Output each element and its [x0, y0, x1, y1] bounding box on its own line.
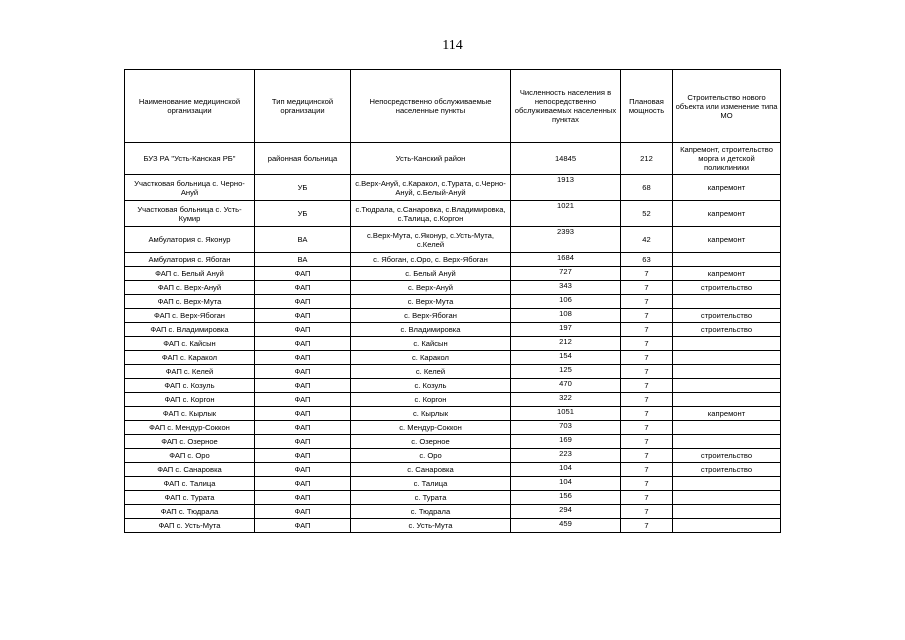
cell-construction [673, 519, 781, 533]
cell-organization-type: ФАП [255, 393, 351, 407]
cell-planned-capacity: 42 [621, 227, 673, 253]
cell-served-settlements: с. Озерное [351, 435, 511, 449]
cell-construction [673, 393, 781, 407]
cell-organization-type: ВА [255, 227, 351, 253]
cell-organization-type: ФАП [255, 281, 351, 295]
cell-population: 470 [511, 379, 621, 393]
cell-population: 169 [511, 435, 621, 449]
cell-planned-capacity: 7 [621, 505, 673, 519]
cell-population: 108 [511, 309, 621, 323]
table-row [125, 379, 781, 393]
cell-served-settlements: с. Верх-Ануй [351, 281, 511, 295]
cell-served-settlements: с. Санаровка [351, 463, 511, 477]
cell-construction [673, 365, 781, 379]
cell-population: 727 [511, 267, 621, 281]
cell-planned-capacity: 7 [621, 309, 673, 323]
cell-construction: капремонт [673, 407, 781, 421]
cell-planned-capacity: 7 [621, 281, 673, 295]
table-row [125, 323, 781, 337]
table-header-row [125, 70, 781, 143]
cell-population: 223 [511, 449, 621, 463]
cell-served-settlements: с. Владимировка [351, 323, 511, 337]
cell-served-settlements: с. Ябоган, с.Оро, с. Верх-Ябоган [351, 253, 511, 267]
cell-served-settlements: с. Каракол [351, 351, 511, 365]
cell-organization-type: ФАП [255, 435, 351, 449]
cell-construction: капремонт [673, 201, 781, 227]
cell-organization-type: ФАП [255, 295, 351, 309]
cell-served-settlements: с. Верх-Ябоган [351, 309, 511, 323]
cell-organization-name: БУЗ РА "Усть-Канская РБ" [125, 143, 255, 175]
cell-organization-type: ФАП [255, 323, 351, 337]
cell-planned-capacity: 7 [621, 463, 673, 477]
cell-served-settlements: с. Усть-Мута [351, 519, 511, 533]
table-row [125, 477, 781, 491]
cell-construction [673, 253, 781, 267]
cell-population: 1913 [511, 175, 621, 201]
cell-construction: капремонт [673, 227, 781, 253]
cell-construction: строительство [673, 281, 781, 295]
cell-organization-name: ФАП с. Козуль [125, 379, 255, 393]
cell-organization-name: ФАП с. Белый Ануй [125, 267, 255, 281]
cell-served-settlements: с. Кайсын [351, 337, 511, 351]
cell-planned-capacity: 7 [621, 267, 673, 281]
cell-planned-capacity: 7 [621, 351, 673, 365]
cell-organization-name: ФАП с. Турата [125, 491, 255, 505]
cell-organization-type: ФАП [255, 407, 351, 421]
cell-organization-name: ФАП с. Кырлык [125, 407, 255, 421]
cell-organization-type: ФАП [255, 463, 351, 477]
cell-organization-name: Участковая больница с. Черно-Ануй [125, 175, 255, 201]
cell-planned-capacity: 63 [621, 253, 673, 267]
cell-served-settlements: с. Мендур-Соккон [351, 421, 511, 435]
cell-organization-name: ФАП с. Келей [125, 365, 255, 379]
table-row [125, 309, 781, 323]
cell-planned-capacity: 7 [621, 323, 673, 337]
table-row [125, 491, 781, 505]
cell-construction: строительство [673, 463, 781, 477]
cell-organization-type: ФАП [255, 449, 351, 463]
cell-organization-name: ФАП с. Талица [125, 477, 255, 491]
cell-construction [673, 421, 781, 435]
table-row [125, 407, 781, 421]
cell-organization-type: ФАП [255, 477, 351, 491]
cell-planned-capacity: 7 [621, 295, 673, 309]
cell-construction [673, 505, 781, 519]
cell-population: 125 [511, 365, 621, 379]
cell-organization-type: ФАП [255, 505, 351, 519]
table-row [125, 337, 781, 351]
cell-construction: строительство [673, 323, 781, 337]
cell-construction [673, 379, 781, 393]
cell-organization-name: ФАП с. Верх-Мута [125, 295, 255, 309]
table-row [125, 143, 781, 175]
cell-organization-name: ФАП с. Усть-Мута [125, 519, 255, 533]
cell-served-settlements: Усть-Канский район [351, 143, 511, 175]
table-row [125, 281, 781, 295]
cell-planned-capacity: 7 [621, 379, 673, 393]
cell-population: 1021 [511, 201, 621, 227]
cell-served-settlements: с. Тюдрала [351, 505, 511, 519]
cell-served-settlements: с. Келей [351, 365, 511, 379]
cell-population: 154 [511, 351, 621, 365]
cell-construction [673, 295, 781, 309]
cell-organization-name: Участковая больница с. Усть-Кумир [125, 201, 255, 227]
cell-organization-type: ФАП [255, 267, 351, 281]
cell-served-settlements: с. Белый Ануй [351, 267, 511, 281]
cell-served-settlements: с. Коргон [351, 393, 511, 407]
cell-population: 1051 [511, 407, 621, 421]
page-number: 114 [442, 38, 463, 53]
table-row [125, 267, 781, 281]
cell-population: 294 [511, 505, 621, 519]
table-row [125, 227, 781, 253]
cell-planned-capacity: 7 [621, 435, 673, 449]
cell-organization-name: ФАП с. Коргон [125, 393, 255, 407]
cell-organization-type: ФАП [255, 519, 351, 533]
cell-organization-type: ФАП [255, 351, 351, 365]
table-row [125, 435, 781, 449]
cell-planned-capacity: 7 [621, 421, 673, 435]
cell-served-settlements: с. Верх-Мута [351, 295, 511, 309]
cell-served-settlements: с. Оро [351, 449, 511, 463]
cell-construction: капремонт [673, 175, 781, 201]
cell-organization-type: УБ [255, 175, 351, 201]
cell-planned-capacity: 7 [621, 393, 673, 407]
table-row [125, 393, 781, 407]
cell-organization-name: ФАП с. Тюдрала [125, 505, 255, 519]
cell-population: 106 [511, 295, 621, 309]
cell-planned-capacity: 7 [621, 519, 673, 533]
cell-organization-name: ФАП с. Верх-Ануй [125, 281, 255, 295]
cell-organization-type: ФАП [255, 309, 351, 323]
cell-organization-name: ФАП с. Каракол [125, 351, 255, 365]
cell-organization-type: ФАП [255, 379, 351, 393]
cell-population: 2393 [511, 227, 621, 253]
header-organization-name: Наименование медицинской организации [125, 70, 255, 143]
table-row [125, 449, 781, 463]
cell-organization-name: ФАП с. Мендур-Соккон [125, 421, 255, 435]
header-construction: Строительство нового объекта или изменение типа МО [673, 70, 781, 143]
cell-organization-name: ФАП с. Санаровка [125, 463, 255, 477]
cell-planned-capacity: 7 [621, 449, 673, 463]
cell-population: 14845 [511, 143, 621, 175]
cell-organization-name: ФАП с. Озерное [125, 435, 255, 449]
cell-organization-type: ФАП [255, 491, 351, 505]
cell-planned-capacity: 52 [621, 201, 673, 227]
header-organization-type: Тип медицинской организации [255, 70, 351, 143]
cell-served-settlements: с. Козуль [351, 379, 511, 393]
cell-population: 104 [511, 463, 621, 477]
cell-organization-type: ФАП [255, 337, 351, 351]
cell-organization-type: районная больница [255, 143, 351, 175]
cell-population: 104 [511, 477, 621, 491]
cell-organization-type: ФАП [255, 365, 351, 379]
table-row [125, 201, 781, 227]
cell-served-settlements: с. Турата [351, 491, 511, 505]
cell-population: 197 [511, 323, 621, 337]
cell-construction [673, 477, 781, 491]
cell-served-settlements: с.Верх-Ануй, с.Каракол, с.Турата, с.Черно-Ануй, с.Белый-Ануй [351, 175, 511, 201]
cell-organization-type: УБ [255, 201, 351, 227]
header-served-settlements: Непосредственно обслуживаемые населенные пункты [351, 70, 511, 143]
cell-organization-name: ФАП с. Кайсын [125, 337, 255, 351]
cell-served-settlements: с. Талица [351, 477, 511, 491]
table-row [125, 505, 781, 519]
header-population: Численность населения в непосредственно обслуживаемых населенных пунктах [511, 70, 621, 143]
cell-construction: строительство [673, 309, 781, 323]
cell-construction: Капремонт, строительство морга и детской поликлиники [673, 143, 781, 175]
cell-planned-capacity: 7 [621, 477, 673, 491]
table-row [125, 175, 781, 201]
cell-planned-capacity: 7 [621, 365, 673, 379]
cell-served-settlements: с.Верх-Мута, с.Яконур, с.Усть-Мута, с.Келей [351, 227, 511, 253]
cell-population: 459 [511, 519, 621, 533]
medical-organizations-table [124, 69, 781, 533]
header-planned-capacity: Плановая мощность [621, 70, 673, 143]
table-row [125, 365, 781, 379]
cell-planned-capacity: 212 [621, 143, 673, 175]
table-body [125, 143, 781, 533]
cell-population: 343 [511, 281, 621, 295]
cell-organization-name: Амбулатория с. Ябоган [125, 253, 255, 267]
cell-population: 212 [511, 337, 621, 351]
cell-planned-capacity: 7 [621, 337, 673, 351]
table-row [125, 421, 781, 435]
cell-construction: капремонт [673, 267, 781, 281]
table-row [125, 351, 781, 365]
cell-construction [673, 337, 781, 351]
cell-organization-type: ФАП [255, 421, 351, 435]
table-row [125, 463, 781, 477]
cell-population: 1684 [511, 253, 621, 267]
table-row [125, 253, 781, 267]
cell-population: 703 [511, 421, 621, 435]
cell-served-settlements: с. Кырлык [351, 407, 511, 421]
cell-organization-type: ВА [255, 253, 351, 267]
cell-planned-capacity: 7 [621, 491, 673, 505]
cell-planned-capacity: 68 [621, 175, 673, 201]
cell-construction [673, 491, 781, 505]
cell-organization-name: ФАП с. Оро [125, 449, 255, 463]
cell-organization-name: ФАП с. Владимировка [125, 323, 255, 337]
cell-population: 322 [511, 393, 621, 407]
cell-population: 156 [511, 491, 621, 505]
cell-served-settlements: с.Тюдрала, с.Санаровка, с.Владимировка, с.Талица, с.Коргон [351, 201, 511, 227]
cell-planned-capacity: 7 [621, 407, 673, 421]
table-row [125, 295, 781, 309]
cell-organization-name: ФАП с. Верх-Ябоган [125, 309, 255, 323]
table-row [125, 519, 781, 533]
cell-construction [673, 351, 781, 365]
cell-construction: строительство [673, 449, 781, 463]
cell-construction [673, 435, 781, 449]
cell-organization-name: Амбулатория с. Яконур [125, 227, 255, 253]
